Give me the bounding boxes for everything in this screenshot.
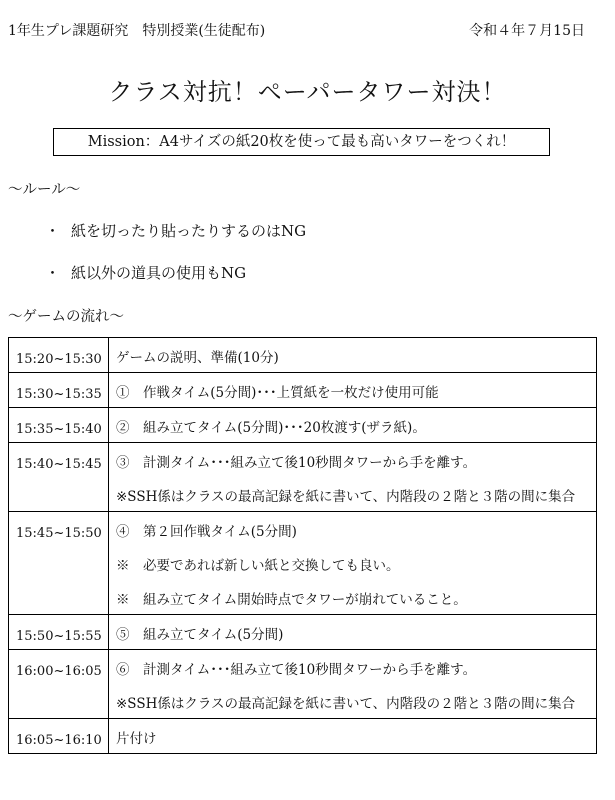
schedule-row <box>9 407 596 442</box>
description-cell <box>109 408 596 442</box>
flow-heading: 〜ゲームの流れ〜 <box>8 309 124 325</box>
description-line: ⑥ 計測タイム･･･組み立て後10秒間タワーから手を離す。 <box>116 662 477 678</box>
document-header <box>8 20 607 42</box>
description-cell <box>109 373 596 407</box>
time-cell: 15:35~15:40 <box>9 408 109 442</box>
schedule-row <box>9 614 596 649</box>
schedule-row <box>9 511 596 614</box>
schedule-row <box>9 718 596 754</box>
description-line: ① 作戦タイム(5分間)･･･上質紙を一枚だけ使用可能 <box>116 385 439 401</box>
time-cell: 16:00~16:05 <box>9 650 109 718</box>
time-cell: 15:50~15:55 <box>9 615 109 649</box>
description-cell <box>109 650 596 718</box>
description-line: ※SSH係はクラスの最高記録を紙に書いて、内階段の２階と３階の間に集合 <box>116 696 576 712</box>
mission-box: Mission：A4サイズの紙20枚を使って最も高いタワーをつくれ！ <box>53 128 550 156</box>
description-line: 片付け <box>116 731 157 747</box>
time-cell: 15:45~15:50 <box>9 512 109 614</box>
schedule-row <box>9 337 596 372</box>
schedule-row <box>9 372 596 407</box>
schedule-table <box>8 337 597 754</box>
description-line: ⑤ 組み立てタイム(5分間) <box>116 627 284 643</box>
rule-item: ・ 紙を切ったり貼ったりするのはNG <box>45 222 307 240</box>
description-line: ※ 組み立てタイム開始時点でタワーが崩れていること。 <box>116 592 467 608</box>
description-cell <box>109 512 596 614</box>
bullet: ・ <box>45 222 61 240</box>
description-line: ゲームの説明、準備(10分) <box>116 350 279 366</box>
description-cell <box>109 443 596 511</box>
time-cell: 15:20~15:30 <box>9 338 109 372</box>
time-cell: 15:40~15:45 <box>9 443 109 511</box>
description-cell <box>109 719 596 753</box>
description-line: ④ 第２回作戦タイム(5分間) <box>116 524 297 540</box>
description-line: ※ 必要であれば新しい紙と交換しても良い。 <box>116 558 400 574</box>
description-line: ※SSH係はクラスの最高記録を紙に書いて、内階段の２階と３階の間に集合 <box>116 489 576 505</box>
description-line: ③ 計測タイム･･･組み立て後10秒間タワーから手を離す。 <box>116 455 477 471</box>
description-line: ② 組み立てタイム(5分間)･･･20枚渡す(ザラ紙)。 <box>116 420 426 436</box>
rule-item: ・ 紙以外の道具の使用もNG <box>45 264 247 282</box>
rules-heading: 〜ルール〜 <box>8 182 81 198</box>
schedule-row <box>9 442 596 511</box>
course-label: 1年生プレ課題研究 特別授業(生徒配布) <box>8 23 266 39</box>
time-cell: 16:05~16:10 <box>9 719 109 753</box>
date-label: 令和４年７月15日 <box>469 23 585 39</box>
bullet: ・ <box>45 264 61 282</box>
time-cell: 15:30~15:35 <box>9 373 109 407</box>
schedule-row <box>9 649 596 718</box>
description-cell <box>109 615 596 649</box>
page-title: クラス対抗！ペーパータワー対決！ <box>108 78 507 106</box>
description-cell <box>109 338 596 372</box>
